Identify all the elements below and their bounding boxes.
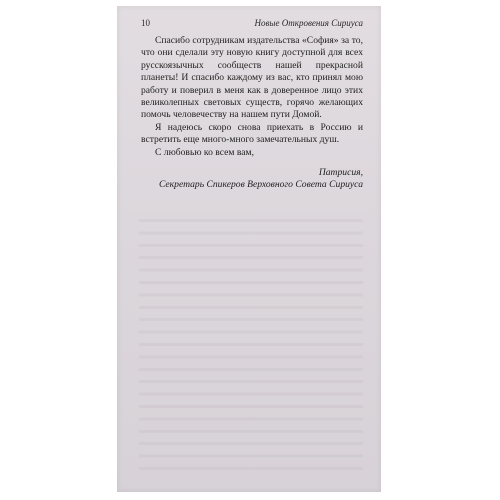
signature-name: Патрисия, (318, 167, 363, 178)
running-head (141, 18, 363, 32)
show-through-texture (139, 211, 363, 472)
page-number: 10 (141, 18, 150, 28)
paragraph: Я надеюсь скоро снова приехать в Россию и встретить еще много-много замечательных душ. (141, 121, 363, 146)
body-text (141, 35, 363, 159)
paragraph: Спасибо сотрудникам издательства «София» за то, что они сделали эту новую книгу доступной для всех русскоязычных сообществ нашей прекрасной планеты! И спасибо каждому из вас, кто принял мою работу и поверил в меня как в доверенное лицо этих великолепных световых существ, горячо желающих помочь человечеству на нашем пути Домой. (141, 35, 363, 121)
signature-block (141, 167, 363, 192)
book-page (117, 6, 381, 492)
running-title: Новые Откровения Сириуса (254, 18, 363, 28)
signature-title: Секретарь Спикеров Верховного Совета Сириуса (158, 179, 363, 191)
paragraph: С любовью ко всем вам, (155, 146, 254, 158)
